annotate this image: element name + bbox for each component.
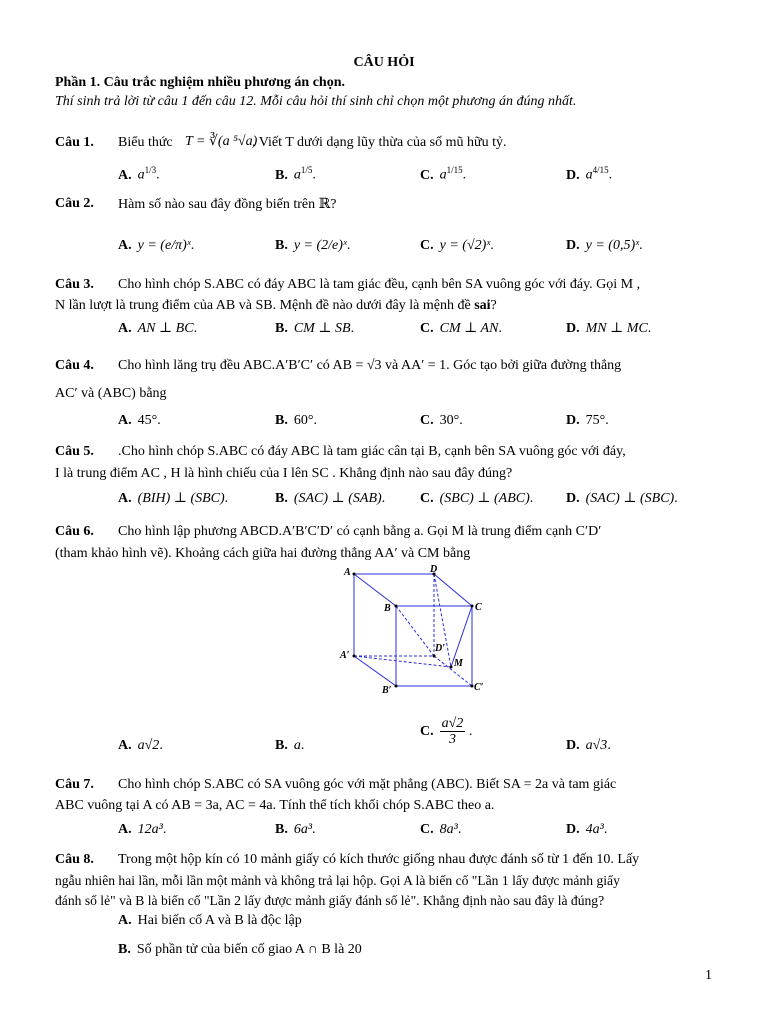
label-C-prime: C′ xyxy=(474,682,484,693)
option-b[interactable]: B. y = (2/e)ˣ. xyxy=(275,238,351,253)
question-number: Câu 1. xyxy=(55,135,94,150)
question-text: ABC vuông tại A có AB = 3a, AC = 4a. Tính thể tích khối chóp S.ABC theo a. xyxy=(55,798,495,813)
question-text: Cho hình chóp S.ABC có đáy ABC là tam giác đều, cạnh bên SA vuông góc với đáy. Gọi M , xyxy=(118,277,641,292)
option-a[interactable]: A. Hai biến cố A và B là độc lập xyxy=(118,913,302,928)
question-text: Cho hình chóp S.ABC có SA vuông góc với mặt phẳng (ABC). Biết SA = 2a và tam giác xyxy=(118,777,617,792)
option-a[interactable]: A. (BIH) ⊥ (SBC). xyxy=(118,491,229,506)
page-number: 1 xyxy=(705,968,712,983)
question-number: Câu 2. xyxy=(55,196,94,211)
option-a[interactable]: A. AN ⊥ BC. xyxy=(118,321,198,336)
part-heading: Phần 1. Câu trắc nghiệm nhiều phương án chọn. xyxy=(55,75,345,90)
question-number: Câu 6. xyxy=(55,524,94,539)
math-expression: T = ∛(a ⁵√a) xyxy=(185,134,258,149)
option-d[interactable]: D. MN ⊥ MC. xyxy=(566,321,652,336)
option-b[interactable]: B. Số phần tử của biến cố giao A ∩ B là 20 xyxy=(118,942,362,957)
label-B: B xyxy=(384,603,391,614)
page-title: CÂU HỎI xyxy=(353,55,415,70)
option-a[interactable]: A. 12a³. xyxy=(118,822,167,837)
label-C: C xyxy=(475,602,482,613)
option-a[interactable]: A. y = (e/π)ˣ. xyxy=(118,238,195,253)
option-b[interactable]: B. CM ⊥ SB. xyxy=(275,321,355,336)
question-text: (tham khảo hình vẽ). Khoảng cách giữa hai đường thẳng AA′ và CM bằng xyxy=(55,546,471,561)
option-b[interactable]: B. a. xyxy=(275,738,305,753)
option-d[interactable]: D. 4a³. xyxy=(566,822,608,837)
question-number: Câu 5. xyxy=(55,444,94,459)
option-d[interactable]: D. (SAC) ⊥ (SBC). xyxy=(566,491,678,506)
option-c[interactable]: C. $a^{1/15}$. xyxy=(420,165,467,183)
cube-figure xyxy=(338,562,490,697)
option-b[interactable]: B. 60°. xyxy=(275,413,317,428)
question-text: .Cho hình chóp S.ABC có đáy ABC là tam giác cân tại B, cạnh bên SA vuông góc với đáy, xyxy=(118,444,626,459)
question-number: Câu 8. xyxy=(55,852,94,867)
question-text: Trong một hộp kín có 10 mảnh giấy có kích thước giống nhau được đánh số từ 1 đến 10. Lấy xyxy=(118,852,640,867)
question-text: Cho hình lăng trụ đều ABC.A′B′C′ có AB = √3 và AA′ = 1. Góc tạo bởi giữa đường thẳng xyxy=(118,358,622,373)
option-c[interactable]: C. 8a³. xyxy=(420,822,462,837)
option-a[interactable]: A. 45°. xyxy=(118,413,161,428)
question-text: N lần lượt là trung điểm của AB và SB. Mệnh đề nào dưới đây là mệnh đề sai? xyxy=(55,298,497,313)
question-text: Cho hình lập phương ABCD.A′B′C′D′ có cạnh bằng a. Gọi M là trung điểm cạnh C′D′ xyxy=(118,524,602,539)
option-a[interactable]: A. $a^{1/3}$. xyxy=(118,165,160,183)
option-d[interactable]: D. $a^{4/15}$. xyxy=(566,165,613,183)
question-text: ngẫu nhiên hai lần, mỗi lần một mảnh và không trả lại hộp. Gọi A là biến cố "Lần 1 lấy được mảnh giấy xyxy=(55,873,620,888)
option-a[interactable]: A. a√2. xyxy=(118,738,163,753)
option-b[interactable]: B. 6a³. xyxy=(275,822,316,837)
label-D: D xyxy=(430,564,438,575)
question-text: đánh số lẻ" và B là biến cố "Lần 2 lấy được mảnh giấy đánh số lẻ". Khẳng định nào sau đây là đúng? xyxy=(55,893,605,908)
question-text: Biểu thức xyxy=(118,135,173,150)
option-c[interactable]: C. 30°. xyxy=(420,413,463,428)
label-M: M xyxy=(454,658,463,669)
question-text: AC′ và (ABC) bằng xyxy=(55,386,167,401)
option-d[interactable]: D. y = (0,5)ˣ. xyxy=(566,238,643,253)
question-text: . Viết T dưới dạng lũy thừa của số mũ hữu tỷ. xyxy=(252,135,507,150)
instruction: Thí sinh trả lời từ câu 1 đến câu 12. Mỗi câu hỏi thí sinh chỉ chọn một phương án đúng nhất. xyxy=(55,94,577,109)
option-c[interactable]: C. CM ⊥ AN. xyxy=(420,321,502,336)
label-B-prime: B′ xyxy=(382,685,392,696)
label-A-prime: A′ xyxy=(340,650,350,661)
option-c[interactable]: C. y = (√2)ˣ. xyxy=(420,238,494,253)
option-b[interactable]: B. (SAC) ⊥ (SAB). xyxy=(275,491,386,506)
option-d[interactable]: D. a√3. xyxy=(566,738,611,753)
label-A: A xyxy=(344,567,351,578)
question-text: I là trung điểm AC , H là hình chiếu của I lên SC . Khẳng định nào sau đây đúng? xyxy=(55,466,513,481)
question-number: Câu 4. xyxy=(55,358,94,373)
question-number: Câu 3. xyxy=(55,277,94,292)
option-b[interactable]: B. $a^{1/5}$. xyxy=(275,165,316,183)
option-d[interactable]: D. 75°. xyxy=(566,413,609,428)
option-c[interactable]: C. $\frac{a√2}{3}$ . xyxy=(420,716,473,748)
option-c[interactable]: C. (SBC) ⊥ (ABC). xyxy=(420,491,534,506)
question-text: Hàm số nào sau đây đồng biến trên ℝ? xyxy=(118,197,337,212)
question-number: Câu 7. xyxy=(55,777,94,792)
label-D-prime: D′ xyxy=(435,643,446,654)
